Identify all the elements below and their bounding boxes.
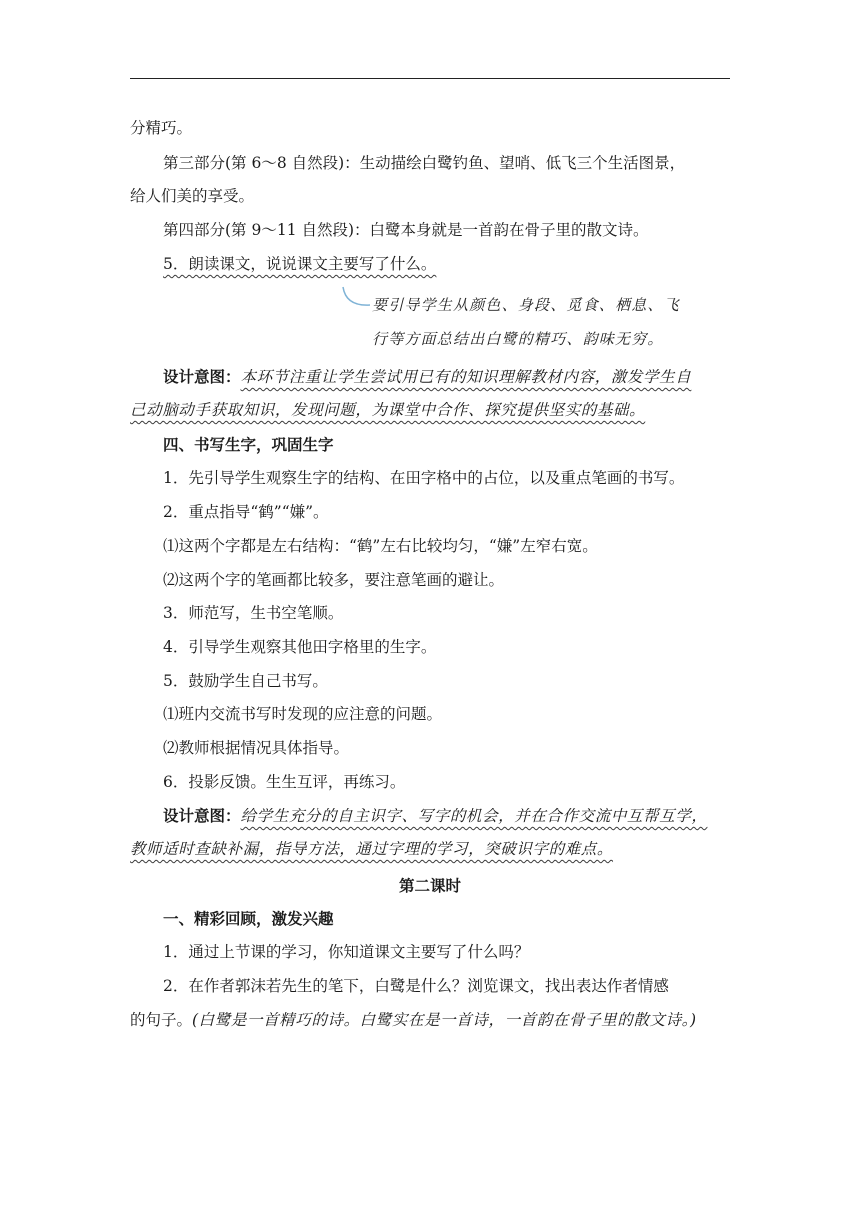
design-intent-1 (163, 365, 730, 389)
margin-note-line: 行等方面总结出白鹭的精巧、韵味无穷。 (372, 330, 664, 348)
list-item: 1．通过上节课的学习，你知道课文主要写了什么吗？ (163, 943, 530, 961)
design-intent-2 (163, 804, 730, 828)
design-intent-label: 设计意图： (163, 368, 241, 386)
design-intent-text: 给学生充分的自主识字、写字的机会，并在合作交流中互帮互学， (240, 807, 708, 825)
answer-text: (白鹭是一首精巧的诗。白鹭实在是一首诗，一首韵在骨子里的散文诗。) (192, 1011, 697, 1029)
paragraph-line (163, 252, 730, 276)
list-item: ⑴班内交流书写时发现的应注意的问题。 (163, 705, 443, 723)
list-item: 6．投影反馈。生生互评，再练习。 (163, 773, 406, 791)
design-intent-text: 教师适时查缺补漏，指导方法，通过字理的学习，突破识字的难点。 (130, 840, 614, 858)
section-heading: 四、书写生字，巩固生字 (163, 436, 334, 454)
design-intent-2-cont (130, 837, 730, 861)
list-item: 2．重点指导“鹤”“嫌”。 (163, 503, 329, 521)
list-item: 4．引导学生观察其他田字格里的生字。 (163, 638, 437, 656)
paragraph-line: 第三部分(第 6～8 自然段)：生动描绘白鹭钓鱼、望哨、低飞三个生活图景， (163, 154, 686, 172)
header-rule (130, 78, 730, 79)
list-item: 5．鼓励学生自己书写。 (163, 672, 328, 690)
question-text: 的句子。 (130, 1011, 193, 1029)
list-item-cont (130, 1008, 730, 1032)
list-item: 2．在作者郭沫若先生的笔下，白鹭是什么？浏览课文，找出表达作者情感 (163, 977, 669, 995)
list-item: ⑴这两个字都是左右结构：“鹤”左右比较均匀，“嫌”左窄右宽。 (163, 537, 598, 555)
paragraph-line: 给人们美的享受。 (130, 187, 255, 205)
paragraph-line: 第四部分(第 9～11 自然段)：白鹭本身就是一首韵在骨子里的散文诗。 (163, 221, 649, 239)
design-intent-text: 本环节注重让学生尝试用已有的知识理解教材内容，激发学生自 (240, 368, 692, 386)
list-item: ⑵这两个字的笔画都比较多，要注意笔画的避让。 (163, 571, 505, 589)
design-intent-label: 设计意图： (163, 807, 241, 825)
list-item: ⑵教师根据情况具体指导。 (163, 739, 350, 757)
paragraph-line: 分精巧。 (130, 119, 193, 137)
margin-note-hook-icon (340, 284, 374, 310)
list-item: 3．师范写，生书空笔顺。 (163, 604, 344, 622)
design-intent-text: 己动脑动手获取知识，发现问题，为课堂中合作、探究提供坚实的基础。 (130, 401, 646, 419)
lesson-title: 第二课时 (398, 877, 461, 895)
underlined-text: 5．朗读课文，说说课文主要写了什么。 (163, 255, 437, 273)
design-intent-1-cont (130, 398, 730, 422)
list-item: 1．先引导学生观察生字的结构、在田字格中的占位，以及重点笔画的书写。 (163, 469, 685, 487)
section-heading: 一、精彩回顾，激发兴趣 (163, 910, 334, 928)
margin-note-line: 要引导学生从颜色、身段、觅食、栖息、飞 (372, 296, 680, 314)
